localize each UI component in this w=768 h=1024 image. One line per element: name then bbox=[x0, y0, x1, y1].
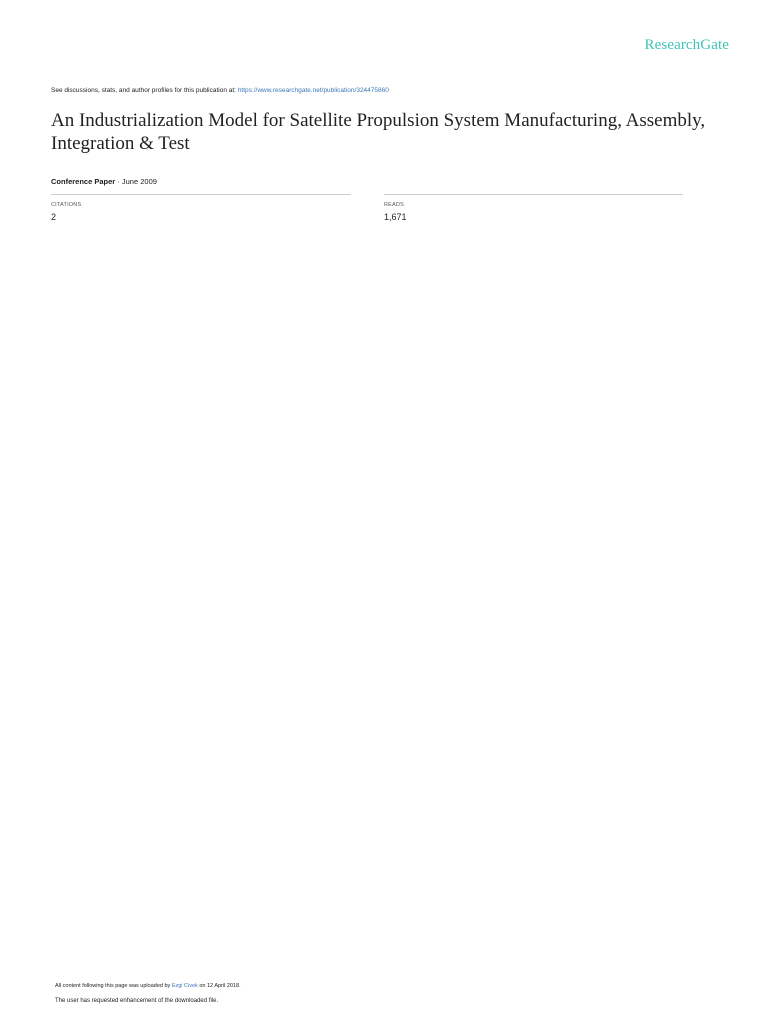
publication-url-link[interactable]: https://www.researchgate.net/publication/324475860 bbox=[237, 87, 389, 94]
reads-stat bbox=[384, 194, 683, 222]
publication-link-line bbox=[51, 87, 389, 94]
researchgate-logo[interactable]: ResearchGate bbox=[644, 37, 729, 53]
publication-date: June 2009 bbox=[121, 177, 157, 186]
citations-stat bbox=[51, 194, 351, 222]
citations-label: CITATIONS bbox=[51, 202, 82, 208]
see-discussions-text: See discussions, stats, and author profiles for this publication at: bbox=[51, 87, 236, 94]
upload-date: on 12 April 2018. bbox=[199, 983, 241, 989]
citations-count: 2 bbox=[51, 212, 57, 222]
reads-label: READS bbox=[384, 202, 404, 208]
reads-count: 1,671 bbox=[384, 212, 407, 222]
meta-separator: · bbox=[115, 177, 122, 186]
publication-meta bbox=[51, 177, 157, 186]
publication-type: Conference Paper bbox=[51, 177, 116, 186]
publication-title: An Industrialization Model for Satellite Propulsion System Manufacturing, Assembly, Integration & Test bbox=[51, 110, 706, 154]
uploader-link[interactable]: Ezgi Civek bbox=[171, 983, 198, 989]
enhancement-request-notice: The user has requested enhancement of the downloaded file. bbox=[55, 998, 219, 1004]
upload-prefix: All content following this page was uploaded by bbox=[55, 983, 171, 989]
upload-notice bbox=[55, 983, 241, 989]
